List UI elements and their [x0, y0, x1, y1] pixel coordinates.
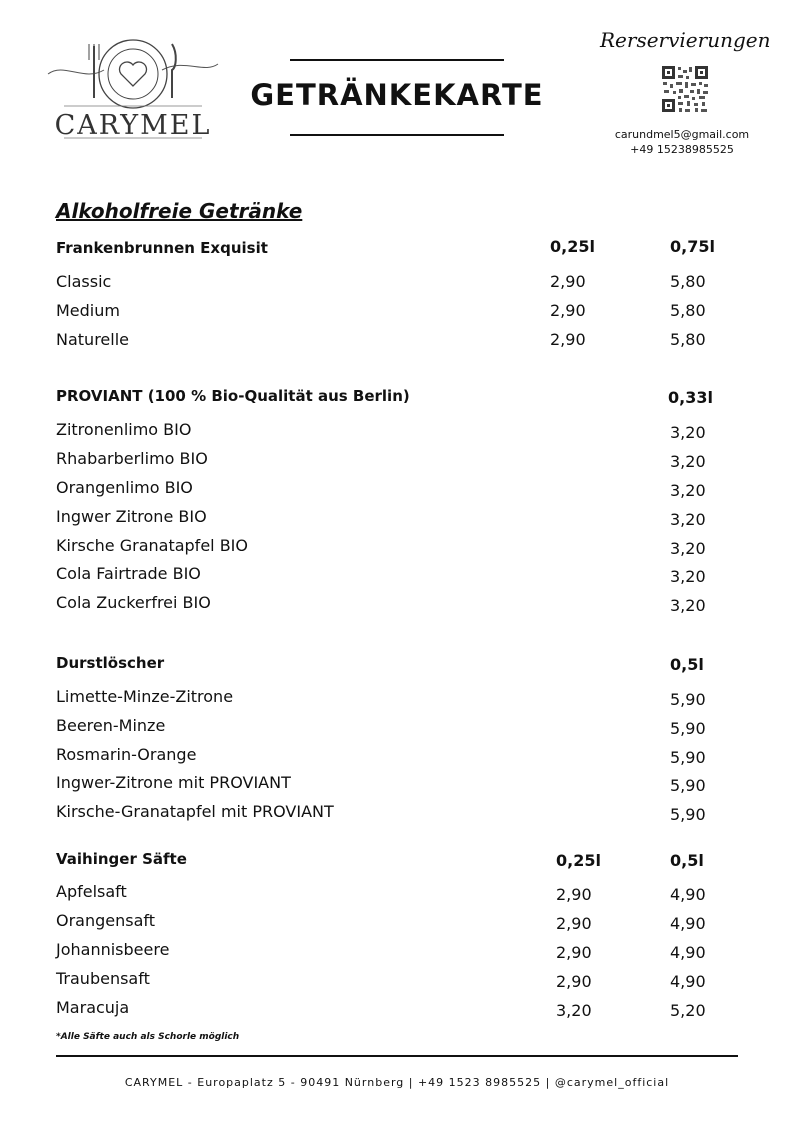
menu-item-price: 2,90 — [550, 272, 586, 291]
menu-item-name: Limette-Minze-Zitrone — [56, 687, 234, 706]
menu-item-name: Cola Zuckerfrei BIO — [56, 593, 211, 612]
menu-item-price: 2,90 — [556, 914, 592, 933]
menu-item-price: 5,90 — [670, 690, 706, 709]
menu-item-price: 4,90 — [670, 885, 706, 904]
menu-item-price: 3,20 — [670, 510, 706, 529]
menu-item-name: Ingwer Zitrone BIO — [56, 507, 207, 526]
menu-item-price: 3,20 — [670, 452, 706, 471]
menu-item-name: Naturelle — [56, 330, 129, 349]
menu-item-name: Zitronenlimo BIO — [56, 420, 192, 439]
menu-item-name: Ingwer-Zitrone mit PROVIANT — [56, 773, 291, 792]
menu-item-name: Beeren-Minze — [56, 716, 166, 735]
group-heading: Vaihinger Säfte — [56, 850, 187, 868]
menu-item-price: 2,90 — [550, 301, 586, 320]
menu-item-name: Classic — [56, 272, 112, 291]
menu-item-price: 5,90 — [670, 748, 706, 767]
footer-divider — [56, 1055, 738, 1057]
menu-item-price: 4,90 — [670, 914, 706, 933]
menu-item-name: Maracuja — [56, 998, 130, 1017]
footer-address: CARYMEL - Europaplatz 5 - 90491 Nürnberg | +49 1523 8985525 | @carymel_official — [124, 1076, 670, 1089]
menu-item-name: Rosmarin-Orange — [56, 745, 197, 764]
menu-item-price: 5,80 — [670, 301, 706, 320]
reservation-label: Rerservierungen — [600, 28, 771, 52]
title-rule-top — [290, 59, 504, 61]
contact-info — [600, 127, 764, 157]
menu-item-price: 2,90 — [556, 885, 592, 904]
menu-item-price: 3,20 — [670, 567, 706, 586]
brand-name: CARYMEL — [54, 110, 212, 141]
qr-code-icon[interactable] — [661, 65, 709, 113]
menu-item-name: Apfelsaft — [56, 882, 127, 901]
menu-item-name: Kirsche-Granatapfel mit PROVIANT — [56, 802, 334, 821]
menu-item-name: Orangensaft — [56, 911, 156, 930]
menu-item-price: 3,20 — [556, 1001, 592, 1020]
menu-item-name: Cola Fairtrade BIO — [56, 564, 201, 583]
menu-item-price: 3,20 — [670, 596, 706, 615]
menu-item-name: Orangenlimo BIO — [56, 478, 193, 497]
menu-item-price: 3,20 — [670, 423, 706, 442]
menu-item-price: 5,20 — [670, 1001, 706, 1020]
menu-item-price: 2,90 — [550, 330, 586, 349]
size-column-heading: 0,75l — [670, 237, 715, 256]
menu-item-price: 5,80 — [670, 330, 706, 349]
menu-item-name: Kirsche Granatapfel BIO — [56, 536, 248, 555]
group-heading: Durstlöscher — [56, 654, 165, 672]
page-title: GETRÄNKEKARTE — [250, 78, 544, 112]
menu-item-price: 4,90 — [670, 972, 706, 991]
contact-phone[interactable]: +49 15238985525 — [630, 143, 734, 156]
title-rule-bottom — [290, 134, 504, 136]
group-heading: PROVIANT (100 % Bio-Qualität aus Berlin) — [56, 387, 410, 405]
menu-item-name: Traubensaft — [56, 969, 150, 988]
group-heading: Frankenbrunnen Exquisit — [56, 239, 268, 257]
menu-item-price: 4,90 — [670, 943, 706, 962]
menu-item-price: 5,90 — [670, 805, 706, 824]
menu-item-name: Medium — [56, 301, 120, 320]
menu-item-price: 2,90 — [556, 943, 592, 962]
menu-item-name: Johannisbeere — [56, 940, 170, 959]
menu-item-price: 2,90 — [556, 972, 592, 991]
menu-item-price: 5,90 — [670, 719, 706, 738]
menu-item-price: 3,20 — [670, 539, 706, 558]
menu-item-price: 5,80 — [670, 272, 706, 291]
size-column-heading: 0,5l — [670, 851, 704, 870]
size-column-heading: 0,25l — [556, 851, 601, 870]
menu-item-price: 3,20 — [670, 481, 706, 500]
size-column-heading: 0,33l — [668, 388, 713, 407]
size-column-heading: 0,25l — [550, 237, 595, 256]
menu-item-name: Rhabarberlimo BIO — [56, 449, 208, 468]
juice-note: *Alle Säfte auch als Schorle möglich — [56, 1032, 240, 1042]
size-column-heading: 0,5l — [670, 655, 704, 674]
section-title: Alkoholfreie Getränke — [56, 199, 303, 223]
menu-item-price: 5,90 — [670, 776, 706, 795]
contact-email[interactable]: carundmel5@gmail.com — [614, 128, 750, 141]
